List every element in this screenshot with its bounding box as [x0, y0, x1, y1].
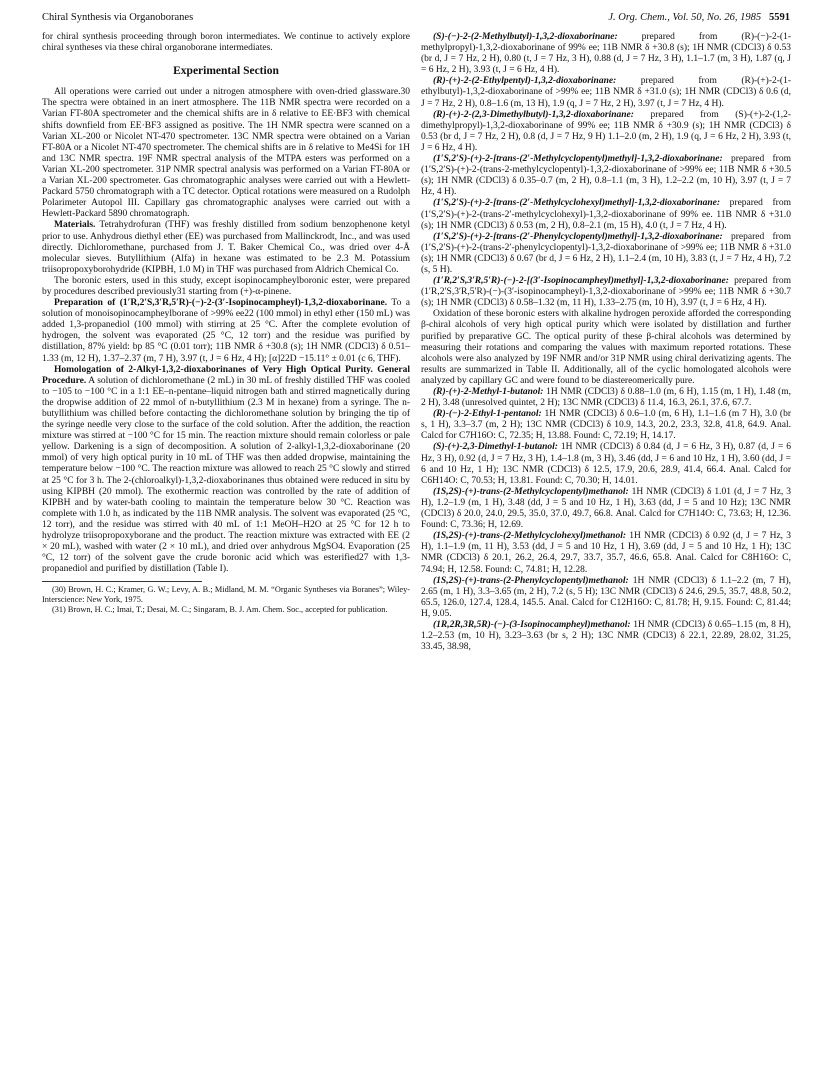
entry-alcohol-7: [421, 620, 791, 653]
page-number: 5591: [769, 12, 790, 23]
footnote-30: (30) Brown, H. C.; Kramer, G. W.; Levy, A. B.; Midland, M. M. “Organic Syntheses via Boranes”; Wiley-Interscience: New York, 1975.: [42, 585, 410, 604]
compound-data: 1H NMR (CDCl3) δ 0.6–1.0 (m, 6 H), 1.1–1.6 (m 7 H), 3.0 (br s, 1 H), 3.3–3.7 (m, 2 H); 13C NMR (CDCl3) δ 10.9, 14.3, 20.2, 23.3, 32.8, 41.8, 64.9. Anal. Calcd for C7H16O: C, 72.35; H, 13.88. Found: C, 72.19; H, 14.17.: [421, 409, 791, 442]
running-head-title: Chiral Synthesis via Organoboranes: [42, 12, 194, 23]
paragraph-heading: Homologation of 2-Alkyl-1,3,2-dioxaborinanes of Very High Optical Purity. General Procedure.: [42, 364, 410, 386]
compound-name: (R)-(+)-2-(2-Ethylpentyl)-1,3,2-dioxaborinane:: [433, 76, 617, 87]
compound-data: prepared from (1′R,2′S,3′R,5′R)-(−)-(3′-isopinocampheyl)-1,3,2-dioxaborinane of >99% ee; 11B NMR δ +30.7 (s); 1H NMR (CDCl3) δ 0.58–1.32 (m, 11 H), 1.33–2.75 (m, 10 H), 3.97 (t, J = 6 Hz, 4 H).: [421, 276, 791, 309]
compound-name: (1S,2S)-(+)-trans-(2-Methylcyclopentyl)methanol:: [433, 486, 629, 497]
paragraph-oxidation: Oxidation of these boronic esters with alkaline hydrogen peroxide afforded the corresponding β-chiral alcohols of very high optical purity which were isolated by distillation and further purified by preparative GC. The optical purity of these β-chiral alcohols was determined by measuring their rotations and comparing the values with maximum reported rotations. These alcohols were also analyzed by 19F NMR and/or 31P NMR using chiral derivatizing agents. The results are summarized in Table II. Additionally, all of the cyclic homologated alcohols were analyzed by capillary GC and were found to be diastereomerically pure.: [421, 309, 791, 386]
paragraph-body: To a solution of monoisopinocampheylborane of >99% ee22 (100 mmol) in ethyl ether (150 mL) was added 1,3-propanediol (100 mmol) with stirring at 25 °C. After the complete evolution of hydrogen, the solvent was evaporated (25 °C, 12 torr) and the residue was purified by distillation, 87% yield: bp 85 °C (0.01 torr); 11B NMR δ +30.8 (s); 1H NMR (CDCl3) δ 0.51–1.33 (m, 12 H), 1.37–2.37 (m, 7 H), 3.97 (t, J = 6 Hz, 4 H); [α]22D −15.11° ± 0.01 (c 6, THF).: [42, 298, 411, 364]
compound-data: 1H NMR (CDCl3) δ 0.84 (d, J = 6 Hz, 3 H), 0.87 (d, J = 6 Hz, 3 H), 0.92 (d, J = 7 Hz, 3 H), 1.4–1.8 (m, 3 H), 3.46 (dd, J = 6 and 10 Hz, 1 H), 3.60 (dd, J = 6 and 10 Hz, 1 H); 13C NMR (CDCl3) δ 12.5, 17.9, 20.6, 28.9, 41.4, 66.4. Anal. Calcd for C6H14O: C, 70.53; H, 13.81. Found: C, 70.30; H, 14.01.: [421, 442, 791, 486]
compound-name: (R)-(+)-2-Methyl-1-butanol:: [433, 387, 544, 397]
left-column: [42, 32, 410, 614]
compound-name: (1′S,2′S)-(+)-2-[trans-(2′-Methylcyclohexyl)methyl]-1,3,2-dioxaborinane:: [433, 198, 721, 209]
footnotes: [42, 585, 410, 614]
compound-name: (1′R,2′S,3′R,5′R)-(−)-2-[(3′-Isopinocampheyl)methyl]-1,3,2-dioxaborinane:: [433, 276, 729, 287]
paragraph-body: A solution of dichloromethane (2 mL) in 30 mL of freshly distilled THF was cooled to −105 to −100 °C in a 1:1 EE–n-pentane–liquid nitrogen bath and stirred magnetically during the dropwise addition of 22 mmol of n-butyllithium (2.3 M in hexane) from a syringe. The n-butyllithium was chilled before contacting the dichloromethane solution by bringing the tip of the syringe needle very close to the surface of the cold solution. After the addition, the reaction mixture was stirred at −100 °C for 15 min. The reaction mixture should remain colorless or pale yellow. Darkening is a sign of decomposition. A solution of 2-alkyl-1,3,2-dioxaborinane (20 mmol) of very high optical purity in 10 mL of THF was then added dropwise, maintaining the temperature below −100 °C. The reaction mixture was allowed to reach 25 °C slowly and stirred at 25 °C for 3 h. The 2-(chloroalkyl)-1,3,2-dioxaborinanes thus obtained were reduced in situ by using KIPBH (20 mmol). The exothermic reaction was controlled by the rate of addition of KIPBH and by water-bath cooling to maintain the temperature below 30 °C. Reaction was complete with 1.0 h, as indicated by the 11B NMR analysis. The solvent was evaporated (25 °C, 12 torr), and the residue was stirred with 40 mL of 1:1 MeOH–H2O at 25 °C for 12 h to hydrolyze triisopropoxyborane and the product. The reaction mixture was extracted with EE (2 × 20 mL), washed with water (2 × 10 mL), and dried over anhydrous MgSO4. Evaporation (25 °C, 12 torr) of the solvent gave the crude boronic acid which was esterified27 with 1,3-propanediol and purified by distillation (Table I).: [42, 375, 410, 575]
compound-data: 1H NMR (CDCl3) δ 0.92 (d, J = 7 Hz, 3 H), 1.1–1.9 (m, 11 H), 3.53 (dd, J = 5 and 10 Hz, 1 H), 3.69 (dd, J = 5 and 10 Hz, 1 H); 13C NMR (CDCl3) δ 20.1, 26.2, 26.4, 29.7, 33.7, 35.7, 46.6, 65.8. Anal. Calcd for C8H16O: C, 74.94; H, 12.58. Found: C, 74.81; H, 12.28.: [421, 531, 791, 575]
compound-data: prepared from (S)-(+)-2-(1,2-dimethylpropyl)-1,3,2-dioxaborinane of 99% ee; 11B NMR δ +30.9 (s); 1H NMR (CDCl3) δ 0.53 (br d, J = 7 Hz, 2 H), 0.8 (d, J = 7 Hz, 9 H) 1.1–2.0 (m, 2 H), 1.9 (q, J = 6 Hz, 2 H), 3.93 (t, J = 6 Hz, 4 H).: [421, 109, 791, 153]
running-head: [42, 11, 790, 25]
entry-alcohol-6: [421, 576, 791, 620]
compound-data: prepared from (R)-(+)-2-(1-ethylbutyl)-1,3,2-dioxaborinane of >99% ee; 11B NMR δ +31.0 (s); 1H NMR (CDCl3) δ 0.6 (d, J = 7 Hz, 2 H), 0.8–1.6 (m, 13 H), 1.9 (q, J = 7 Hz, 2 H), 3.97 (t, J = 7 Hz, 4 H).: [421, 76, 791, 109]
running-head-journal: [608, 11, 790, 25]
paragraph-materials: [42, 220, 410, 275]
compound-name: (1S,2S)-(+)-trans-(2-Methylcyclohexyl)methanol:: [433, 531, 627, 542]
entry-ester-1: [421, 32, 791, 76]
paragraph-homologation: [42, 365, 410, 576]
footnote-31: (31) Brown, H. C.; Imai, T.; Desai, M. C.; Singaram, B. J. Am. Chem. Soc., accepted for publication.: [52, 604, 388, 614]
compound-name: (1S,2S)-(+)-trans-(2-Phenylcyclopentyl)methanol:: [433, 575, 629, 586]
compound-data: 1H NMR (CDCl3) δ 1.1–2.2 (m, 7 H), 2.65 (m, 1 H), 3.3–3.65 (m, 2 H), 7.2 (s, 5 H); 13C NMR (CDCl3) δ 24.6, 29.5, 35.7, 48.8, 50.2, 65.5, 126.0, 127.4, 128.4, 145.5. Anal. Calcd for C12H16O: C, 81.78; H, 9.15. Found: C, 81.44; H, 9.05.: [421, 575, 791, 619]
paragraph-heading: Materials.: [54, 220, 96, 231]
right-column: [421, 32, 791, 653]
compound-data: prepared from (1′S,2′S)-(+)-2-(trans-2-methylcyclopentyl)-1,3,2-dioxaborinane of >99% ee; 11B NMR δ +30.5 (s); 1H NMR (CDCl3) δ 0.35–0.7 (m, 2 H), 0.8–1.1 (m, 3 H), 1.2–2.2 (m, 10 H), 3.97 (t, J = 7 Hz, 4 H).: [421, 154, 791, 198]
paragraph-preparation: [42, 298, 410, 365]
entry-ester-4: [421, 154, 791, 198]
entry-alcohol-4: [421, 487, 791, 531]
paragraph-heading: Preparation of (1′R,2′S,3′R,5′R)-(−)-2-(3′-Isopinocampheyl)-1,3,2-dioxaborinane.: [54, 298, 388, 309]
compound-name: (R)-(−)-2-Ethyl-1-pentanol:: [433, 409, 542, 420]
entry-alcohol-2: [421, 409, 791, 442]
paragraph-boronic-esters: The boronic esters, used in this study, except isopinocampheylboronic ester, were prepared by procedures described previously31 starting from (+)-α-pinene.: [42, 275, 410, 297]
journal-citation: J. Org. Chem., Vol. 50, No. 26, 1985: [608, 12, 762, 23]
compound-name: (1′S,2′S)-(+)-2-[trans-(2′-Methylcyclopentyl)methyl]-1,3,2-dioxaborinane:: [433, 154, 723, 165]
entry-alcohol-5: [421, 531, 791, 575]
compound-name: (S)-(−)-2-(2-Methylbutyl)-1,3,2-dioxaborinane:: [433, 32, 618, 42]
section-title: Experimental Section: [173, 65, 279, 78]
compound-data: 1H NMR (CDCl3) δ 1.01 (d, J = 7 Hz, 3 H), 1.2–1.9 (m, 1 H), 3.48 (dd, J = 5 and 10 Hz, 1 H), 3.63 (dd, J = 5 and 10 Hz); 13C NMR (CDCl3) δ 20.0, 24.0, 29.5, 35.0, 37.0, 49.7, 66.8. Anal. Calcd for C7H14O: C, 73.63; H, 12.36. Found: C, 73.36; H, 12.69.: [421, 486, 791, 531]
entry-ester-5: [421, 198, 791, 231]
compound-data: 1H NMR (CDCl3) δ 0.65–1.15 (m, 8 H), 1.2–2.53 (m, 10 H), 3.23–3.63 (br s, 2 H); 13C NMR (CDCl3) δ 22.1, 22.89, 28.02, 31.25, 33.45, 38.98,: [421, 619, 791, 653]
entry-ester-3: [421, 110, 791, 154]
entry-alcohol-1: [421, 387, 791, 409]
paragraph-body: Tetrahydrofuran (THF) was freshly distilled from sodium benzophenone ketyl prior to use. Anhydrous diethyl ether (EE) was purchased from Mallinckrodt, Inc., and was used directly. Dichloromethane, purchased from J. T. Baker Chemical Co., was dried over 4-Å molecular sieves. Butyllithium (Alfa) in hexane was estimated to be 2.3 M. Potassium triisopropoxyborohydride (KIPBH, 1.0 M) in THF was purchased from Aldrich Chemical Co.: [42, 220, 410, 275]
compound-name: (S)-(+)-2,3-Dimethyl-1-butanol:: [433, 442, 558, 453]
intro-paragraph: for chiral synthesis proceeding through boron intermediates. We continue to actively explore chiral syntheses via these chiral organoborane intermediates.: [42, 32, 410, 54]
compound-name: (1′S,2′S)-(+)-2-[trans-(2′-Phenylcyclopentyl)methyl]-1,3,2-dioxaborinane:: [433, 231, 723, 242]
paragraph-general: All operations were carried out under a nitrogen atmosphere with oven-dried glassware.30 The spectra were obtained in an inert atmosphere. The 11B NMR spectra were recorded on a Varian FT-80A spectrometer and the chemical shifts are in δ relative to EE·BF3 with chemical shifts downfield from EE·BF3 assigned as positive. The 1H NMR spectra were scanned on a Varian XL-200 or Nicolet NT-470 spectrometer. 13C NMR spectra were obtained on a Varian FT-80A or a Nicolet NT-470 spectrometer. The chemical shifts are in δ relative to Me4Si for 1H and 13C NMR spectra. 19F NMR spectral analysis of the MTPA esters was performed on a Varian XL-200 spectrometer. 31P NMR spectral analysis was performed on a Varian FT-80A or a Varian XL-200 spectrometer. Gas chromatographic analyses were carried out with a Hewlett-Packard 5750 chromatograph with a TC detector. Optical rotations were measured on a Rudolph Polarimeter Autopol III. Capillary gas chromatographic analyses were carried out with a Hewlett-Packard 5890 chromatograph.: [42, 87, 410, 220]
entry-ester-7: [421, 276, 791, 309]
entry-ester-2: [421, 76, 791, 109]
compound-name: (1R,2R,3R,5R)-(−)-(3-Isopinocampheyl)methanol:: [433, 619, 631, 630]
entry-alcohol-3: [421, 442, 791, 486]
compound-data: prepared from (1′S,2′S)-(+)-2-(trans-2′-phenylcyclopentyl)-1,3,2-dioxaborinane of >99% ee; 11B NMR δ +31.0 (s); 1H NMR (CDCl3) δ 0.67 (br d, J = 6 Hz, 2 H), 1.1–2.4 (m, 10 H), 3.83 (t, J = 7 Hz, 4 H), 7.2 (s, 5 H).: [421, 231, 791, 275]
entry-ester-6: [421, 232, 791, 276]
compound-data: 1H NMR (CDCl3) δ 0.88–1.0 (m, 6 H), 1.15 (m, 1 H), 1.48 (m, 2 H), 3.48 (unresolved quintet, 2 H); 13C NMR (CDCl3) δ 11.4, 16.3, 26.1, 37.6, 67.7.: [421, 387, 791, 409]
compound-data: prepared from (1′S,2′S)-(+)-2-(trans-2′-methylcyclohexyl)-1,3,2-dioxaborinane of 99% ee. 11B NMR δ +31.0 (s); 1H NMR (CDCl3) δ 0.53 (m, 2 H), 0.8–2.1 (m, 15 H), 4.0 (t, J = 7 Hz, 4 H).: [421, 198, 791, 231]
compound-data: prepared from (R)-(−)-2-(1-methylpropyl)-1,3,2-dioxaborinane of 99% ee; 11B NMR δ +30.8 (s); 1H NMR (CDCl3) δ 0.53 (br d, J = 7 Hz, 2 H), 0.80 (t, J = 7 Hz, 3 H), 0.88 (d, J = 7 Hz, 3 H), 1.1–1.7 (m, 3 H), 1.87 (q, J = 6 Hz, 2 H), 3.93 (t, J = 6 Hz, 4 H).: [421, 32, 791, 76]
compound-name: (R)-(+)-2-(2,3-Dimethylbutyl)-1,3,2-dioxaborinane:: [433, 109, 634, 120]
